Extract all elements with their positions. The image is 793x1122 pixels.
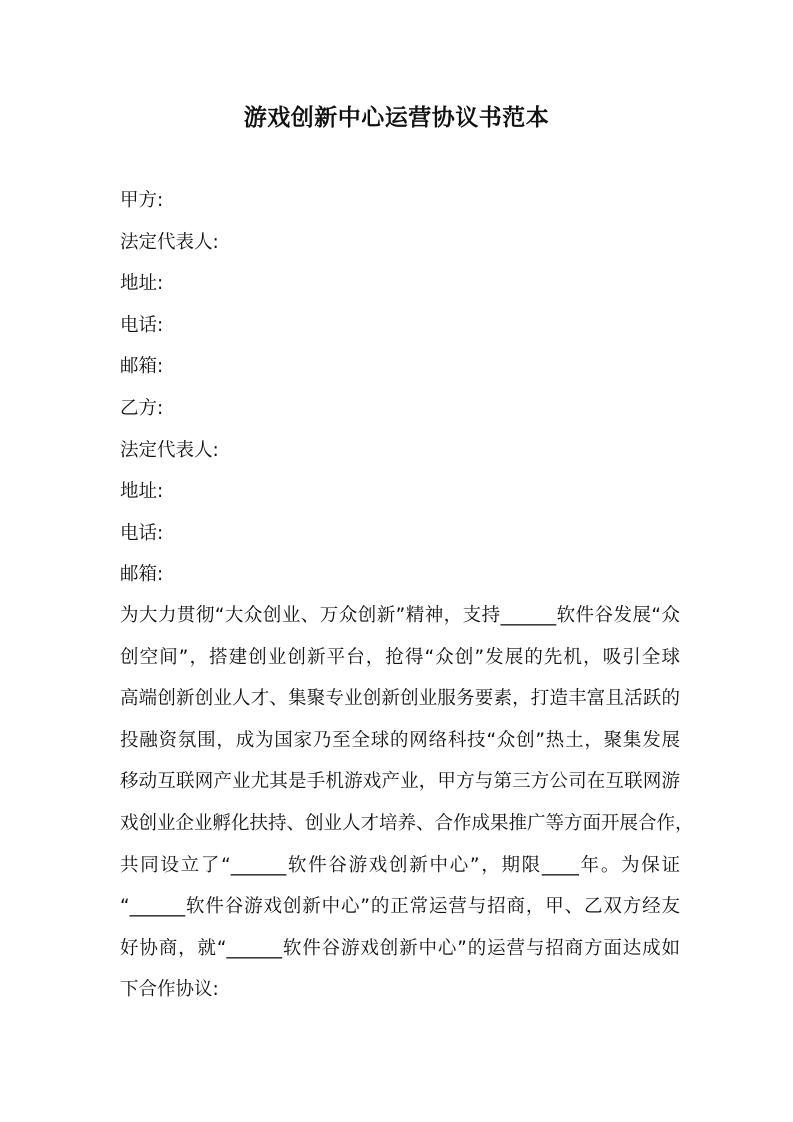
party-a-phone-label: 电话:: [120, 314, 164, 336]
party-b-email-label: 邮箱:: [120, 564, 164, 586]
party-a-email-label: 邮箱:: [120, 356, 164, 378]
party-b-label: 乙方:: [120, 397, 164, 419]
party-info-list: [120, 183, 680, 599]
party-a-label: 甲方:: [120, 190, 164, 211]
party-a-address-label: 地址:: [120, 273, 164, 295]
body-line: 好协商，就“______软件谷游戏创新中心”的运营与招商方面达成如: [120, 937, 680, 959]
party-b-phone-label: 电话:: [120, 522, 164, 544]
body-line: 为大力贯彻“大众创业、万众创新”精神，支持______软件谷发展“众: [120, 605, 680, 626]
party-b-legal-representative-label: 法定代表人:: [120, 439, 219, 461]
body-line: 移动互联网产业尤其是手机游戏产业，甲方与第三方公司在互联网游: [120, 771, 680, 793]
body-line: “______软件谷游戏创新中心”的正常运营与招商，甲、乙双方经友: [120, 896, 680, 918]
body-line: 共同设立了“______软件谷游戏创新中心”，期限____年。为保证: [120, 854, 680, 876]
body-line: 创空间”，搭建创业创新平台，抢得“众创”发展的先机，吸引全球: [120, 646, 680, 668]
agreement-preamble: [120, 598, 694, 1014]
document-title: 游戏创新中心运营协议书范本: [243, 105, 550, 131]
party-a-legal-representative-label: 法定代表人:: [120, 231, 219, 253]
body-line: 投融资氛围，成为国家乃至全球的网络科技“众创”热土，聚集发展: [120, 729, 680, 751]
party-b-address-label: 地址:: [120, 481, 164, 503]
body-line: 戏创业企业孵化扶持、创业人才培养、合作成果推广等方面开展合作，: [120, 812, 694, 834]
body-line: 高端创新创业人才、集聚专业创新创业服务要素，打造丰富且活跃的: [120, 688, 680, 710]
body-line-last: 下合作协议:: [120, 979, 219, 1001]
